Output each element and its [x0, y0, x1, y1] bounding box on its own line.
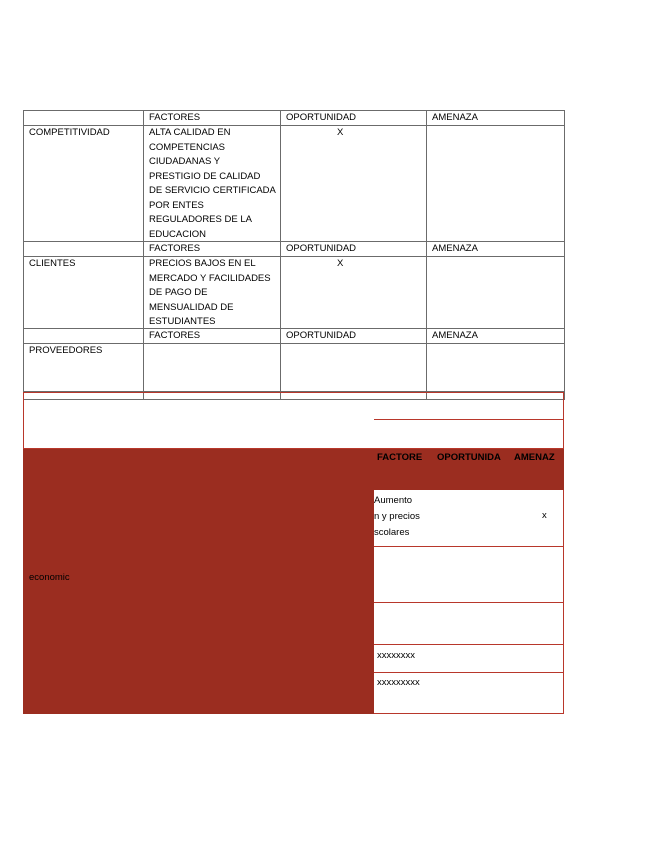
category-clientes: CLIENTES: [29, 258, 76, 269]
header-amenaza: AMENAZ: [514, 452, 555, 463]
red-rule: [563, 392, 564, 714]
header-factores: FACTORE: [377, 452, 423, 463]
table-rule: [564, 110, 565, 400]
factor-text: Aumento n y precios scolares: [374, 495, 420, 538]
table-rule: [23, 399, 564, 400]
header-oportunidad: OPORTUNIDAD: [286, 330, 357, 341]
table-rule: [23, 110, 24, 400]
oportunidad-mark: X: [337, 127, 344, 138]
table-rule: [426, 110, 427, 400]
header-oportunidad: OPORTUNIDAD: [286, 243, 357, 254]
red-rule: [374, 602, 564, 603]
header-amenaza: AMENAZA: [432, 330, 478, 341]
table-rule: [143, 110, 144, 400]
economic-fill: [23, 448, 374, 714]
header-oportunidad: OPORTUNIDAD: [286, 112, 357, 123]
category-proveedores: PROVEEDORES: [29, 345, 103, 356]
row-text: xxxxxxxxx: [377, 677, 420, 688]
header-factores: FACTORES: [149, 112, 201, 123]
red-rule: [374, 419, 564, 420]
category-competitividad: COMPETITIVIDAD: [29, 127, 110, 138]
category-economic: economic: [29, 572, 70, 583]
red-rule: [374, 672, 564, 673]
red-rule: [374, 546, 564, 547]
oportunidad-mark: X: [337, 258, 344, 269]
factor-text: ALTA CALIDAD EN COMPETENCIAS CIUDADANAS Y PRESTIGIO DE CALIDAD DE SERVICIO CERTIFICADA POR ENTES REGULADORES DE LA EDUCACION: [149, 127, 276, 240]
red-rule: [23, 448, 564, 449]
header-factores: FACTORES: [149, 330, 201, 341]
red-rule: [23, 392, 564, 393]
header-oportunidad: OPORTUNIDA: [437, 452, 501, 463]
header-amenaza: AMENAZA: [432, 112, 478, 123]
table-rule: [280, 110, 281, 400]
row-text: xxxxxxxx: [377, 650, 415, 661]
amenaza-mark: x: [542, 510, 547, 521]
red-rule: [374, 644, 564, 645]
header-factores: FACTORES: [149, 243, 201, 254]
factor-text: PRECIOS BAJOS EN EL MERCADO Y FACILIDADES DE PAGO DE MENSUALIDAD DE ESTUDIANTES: [149, 258, 271, 327]
header-amenaza: AMENAZA: [432, 243, 478, 254]
